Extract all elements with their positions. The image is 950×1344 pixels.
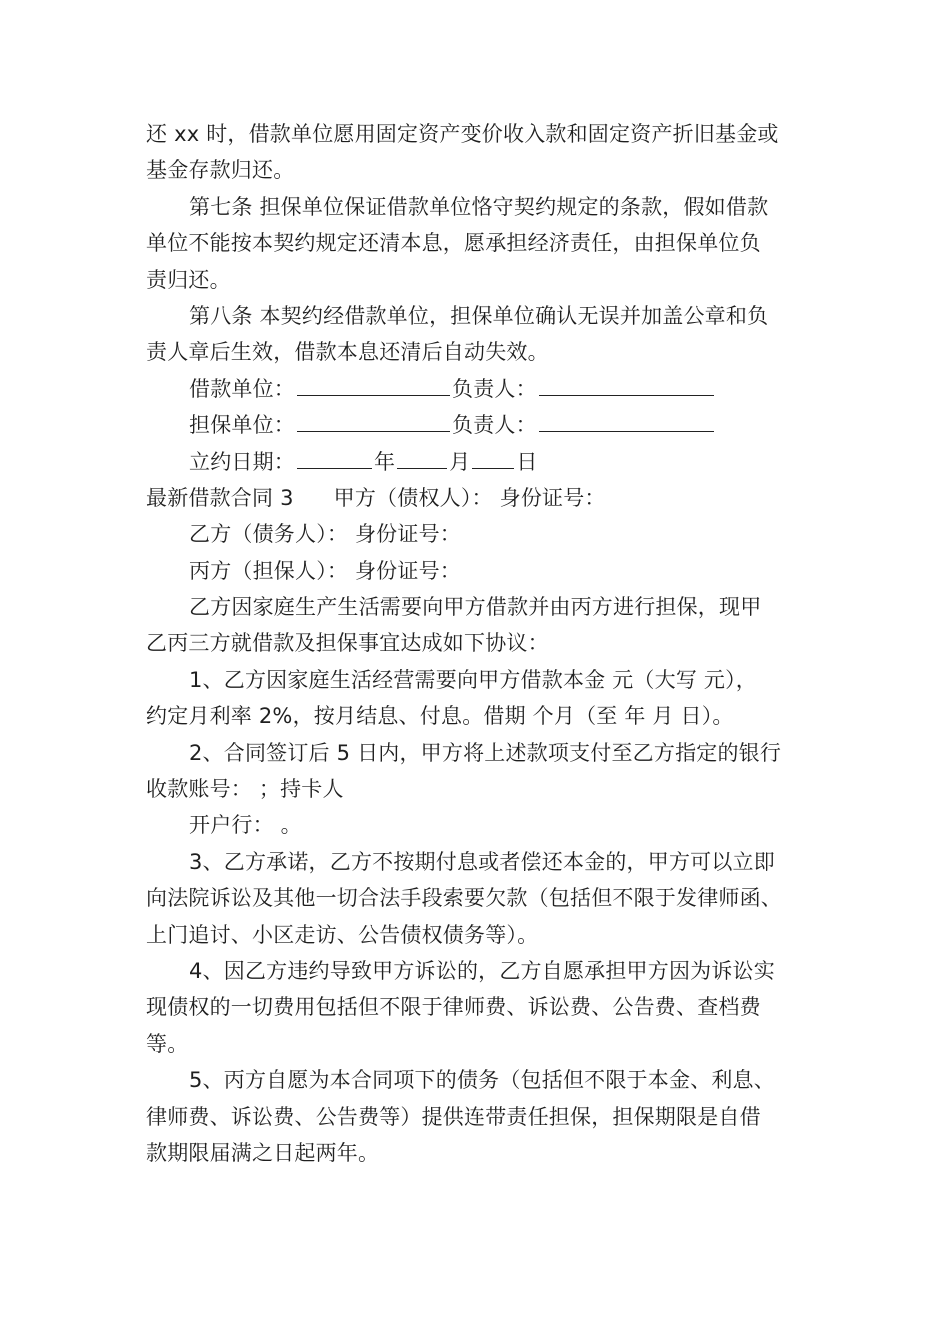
party-a-line: 甲方（债权人）： 身份证号： [333,485,606,510]
paragraph-line: 约定月利率 2%，按月结息、付息。借期 个月（至 年 月 日）。 [146,704,734,729]
article-eight-line: 第八条 本契约经借款单位，担保单位确认无误并加盖公章和负 [189,303,769,328]
paragraph-line: 基金存款归还。 [146,158,295,183]
party-b-line: 乙方（债务人）： 身份证号： [189,522,461,547]
clause-3-line: 3、乙方承诺，乙方不按期付息或者偿还本金的，甲方可以立即 [189,849,775,874]
paragraph-line: 向法院诉讼及其他一切合法手段索要欠款（包括但不限于发律师函、 [146,886,782,911]
paragraph-line: 乙方因家庭生产生活需要向甲方借款并由丙方进行担保，现甲 [189,595,762,620]
paragraph-line: 上门追讨、小区走访、公告债权债务等）。 [146,922,539,947]
guarantor-person-blank [539,413,714,432]
clause-1-line: 1、乙方因家庭生活经营需要向甲方借款本金 元（大写 元）， [189,667,758,692]
paragraph-line: 收款账号： ；持卡人 [146,777,344,802]
date-label: 立约日期： [189,449,295,474]
borrower-person-blank [539,377,714,396]
bank-line: 开户行： 。 [189,813,302,838]
year-blank [297,450,372,469]
paragraph-line: 单位不能按本契约规定还清本息，愿承担经济责任，由担保单位负 [146,231,761,256]
paragraph-line: 等。 [146,1031,189,1056]
paragraph-line: 律师费、诉讼费、公告费等）提供连带责任担保，担保期限是自借 [146,1104,761,1129]
clause-2-line: 2、合同签订后 5 日内，甲方将上述款项支付至乙方指定的银行 [189,740,782,765]
day-blank [472,450,514,469]
day-label: 日 [516,449,538,474]
borrower-signature-line [146,371,816,407]
clause-4-line: 4、因乙方违约导致甲方诉讼的，乙方自愿承担甲方因为诉讼实 [189,958,775,983]
year-label: 年 [374,449,396,474]
paragraph-line: 款期限届满之日起两年。 [146,1140,380,1165]
borrower-unit-blank [297,377,450,396]
paragraph-line: 责归还。 [146,267,231,292]
party-c-line: 丙方（担保人）： 身份证号： [189,558,461,583]
guarantor-person-label: 负责人： [452,413,537,438]
guarantor-unit-label: 担保单位： [189,413,295,438]
paragraph-line: 还 xx 时，借款单位愿用固定资产变价收入款和固定资产折旧基金或 [146,122,779,146]
date-line [146,444,816,480]
contract-three-header [146,480,816,516]
paragraph-line: 乙丙三方就借款及担保事宜达成如下协议： [146,631,549,656]
clause-5-line: 5、丙方自愿为本合同项下的债务（包括但不限于本金、利息、 [189,1068,775,1093]
month-blank [397,450,447,469]
paragraph-line: 现债权的一切费用包括但不限于律师费、诉讼费、公告费、查档费 [146,995,761,1020]
guarantor-unit-blank [297,413,450,432]
guarantor-signature-line [146,407,816,443]
month-label: 月 [449,449,471,474]
borrower-unit-label: 借款单位： [189,376,295,401]
contract-three-title: 最新借款合同 3 [146,485,294,510]
paragraph-line: 责人章后生效，借款本息还清后自动失效。 [146,340,549,365]
borrower-person-label: 负责人： [452,376,537,401]
article-seven-line: 第七条 担保单位保证借款单位恪守契约规定的条款，假如借款 [189,194,769,219]
document-body [146,116,816,1171]
